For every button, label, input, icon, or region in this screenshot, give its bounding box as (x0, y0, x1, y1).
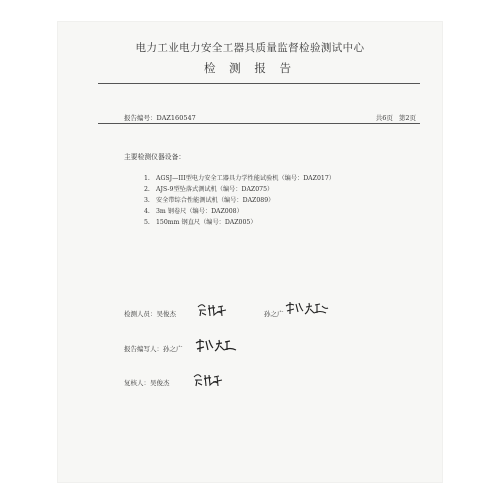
item-number: 5. (144, 219, 150, 226)
equipment-list (144, 173, 335, 228)
tester-label-group (124, 309, 176, 318)
item-number: 1. (144, 175, 150, 182)
tester-handwritten-signature (196, 301, 230, 319)
item-text: AJS-9型坠落式测试机（编号：DAZ075） (156, 186, 274, 193)
organization-name: 电力工业电力安全工器具质量监督检验测试中心 (135, 42, 365, 54)
compiler-name: 孙之广 (163, 345, 183, 353)
total-pages: 共6页 (375, 114, 393, 122)
current-page: 第2页 (398, 114, 416, 122)
tester2-handwritten-signature (284, 298, 334, 318)
item-number: 2. (144, 186, 150, 193)
equipment-section-title: 主要检测仪器设备： (124, 153, 186, 161)
list-item (144, 195, 335, 206)
compiler-label: 报告编写人： (124, 345, 163, 353)
tester2-signature-group (264, 301, 284, 320)
list-item (144, 206, 335, 217)
report-page (58, 22, 442, 482)
list-item (144, 217, 335, 228)
tester-label: 检测人员： (124, 310, 157, 318)
report-number (124, 113, 196, 122)
item-text: AGSJ—III型电力安全工器具力学性能试验机（编号：DAZ017） (156, 175, 335, 182)
reviewer-label-group (124, 378, 170, 387)
item-number: 3. (144, 197, 150, 204)
item-text: 150mm 钢直尺（编号：DAZ005） (156, 219, 257, 226)
compiler-label-group (124, 344, 183, 353)
item-number: 4. (144, 208, 150, 215)
report-title: 检 测 报 告 (204, 61, 296, 75)
compiler-handwritten-signature (194, 334, 240, 356)
reviewer-label: 复核人： (124, 379, 150, 387)
report-number-value: DAZ160547 (156, 114, 196, 122)
list-item (144, 184, 335, 195)
item-text: 安全带综合性能测试机（编号：DAZ089） (156, 197, 275, 204)
tester-name: 吴俊杰 (156, 310, 176, 318)
item-text: 3m 钢卷尺（编号：DAZ008） (156, 208, 243, 215)
report-number-label: 报告编号： (124, 114, 157, 122)
reviewer-handwritten-signature (192, 371, 226, 389)
tester2-name: 孙之广 (264, 310, 284, 318)
reviewer-name: 吴俊杰 (150, 379, 170, 387)
report-info-divider (98, 123, 420, 124)
page-indicator (370, 113, 416, 122)
header-divider (98, 83, 420, 84)
list-item (144, 173, 335, 184)
